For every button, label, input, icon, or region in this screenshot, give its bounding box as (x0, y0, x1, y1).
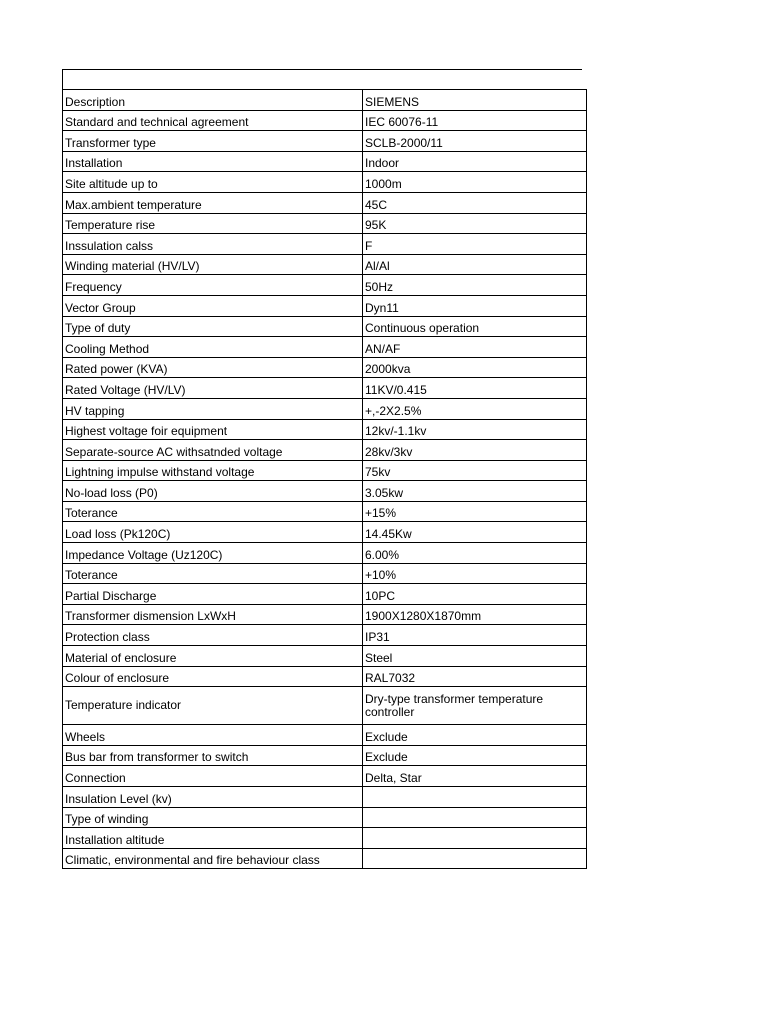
spec-sheet (62, 69, 582, 869)
spec-label-cell: Cooling Method (63, 337, 363, 358)
spec-value-cell: Steel (363, 646, 587, 667)
spec-value-cell: RAL7032 (363, 666, 587, 687)
table-row (63, 337, 587, 358)
spec-label-cell: Temperature indicator (63, 687, 363, 725)
spec-label-cell: Type of duty (63, 316, 363, 337)
table-row (63, 625, 587, 646)
spec-value-cell: 1000m (363, 172, 587, 193)
spec-value-cell: 10PC (363, 584, 587, 605)
spec-value-cell: 6.00% (363, 543, 587, 564)
spec-value-cell: 28kv/3kv (363, 440, 587, 461)
spec-label-cell: Load loss (Pk120C) (63, 522, 363, 543)
spec-label-cell: Rated Voltage (HV/LV) (63, 378, 363, 399)
spec-value-cell: Dyn11 (363, 295, 587, 316)
table-row (63, 90, 587, 111)
table-row (63, 501, 587, 522)
spec-value-cell (363, 828, 587, 849)
table-row (63, 666, 587, 687)
table-row (63, 787, 587, 808)
table-row (63, 131, 587, 152)
table-row (63, 440, 587, 461)
table-row (63, 543, 587, 564)
transformer-spec-table (62, 89, 587, 869)
table-row (63, 828, 587, 849)
table-row (63, 766, 587, 787)
spec-value-cell: 75kv (363, 460, 587, 481)
spec-value-cell: Exclude (363, 725, 587, 746)
spec-label-cell: Transformer dismension LxWxH (63, 604, 363, 625)
spec-label-cell: Partial Discharge (63, 584, 363, 605)
table-row (63, 213, 587, 234)
spec-label-cell: Transformer type (63, 131, 363, 152)
spec-label-cell: Toterance (63, 501, 363, 522)
spec-label-cell: Temperature rise (63, 213, 363, 234)
spec-value-cell: 45C (363, 192, 587, 213)
spec-label-cell: Impedance Voltage (Uz120C) (63, 543, 363, 564)
table-row (63, 378, 587, 399)
spec-value-cell: IEC 60076-11 (363, 110, 587, 131)
table-row (63, 604, 587, 625)
table-row (63, 646, 587, 667)
spec-label-cell: Site altitude up to (63, 172, 363, 193)
spec-label-cell: Highest voltage foir equipment (63, 419, 363, 440)
spec-label-cell: Inssulation calss (63, 234, 363, 255)
table-row (63, 481, 587, 502)
spec-label-cell: Rated power (KVA) (63, 357, 363, 378)
table-row (63, 151, 587, 172)
table-row (63, 687, 587, 725)
spec-label-cell: Max.ambient temperature (63, 192, 363, 213)
table-row (63, 745, 587, 766)
spec-value-cell: 95K (363, 213, 587, 234)
table-row (63, 254, 587, 275)
header-blank-row (62, 69, 582, 89)
table-row (63, 316, 587, 337)
table-row (63, 295, 587, 316)
table-row (63, 419, 587, 440)
spec-value-cell: F (363, 234, 587, 255)
spec-label-cell: Bus bar from transformer to switch (63, 745, 363, 766)
spec-label-cell: Climatic, environmental and fire behaviour class (63, 848, 363, 869)
spec-label-cell: Colour of enclosure (63, 666, 363, 687)
spec-value-cell: SCLB-2000/11 (363, 131, 587, 152)
spec-value-cell: 14.45Kw (363, 522, 587, 543)
spec-value-cell: SIEMENS (363, 90, 587, 111)
spec-value-cell: 50Hz (363, 275, 587, 296)
spec-label-cell: Frequency (63, 275, 363, 296)
spec-value-cell: Continuous operation (363, 316, 587, 337)
spec-label-cell: No-load loss (P0) (63, 481, 363, 502)
spec-value-cell: Exclude (363, 745, 587, 766)
spec-label-cell: Insulation Level (kv) (63, 787, 363, 808)
spec-value-cell: Dry-type transformer temperature controller (363, 687, 587, 725)
table-row (63, 460, 587, 481)
table-row (63, 357, 587, 378)
table-row (63, 172, 587, 193)
spec-value-cell: AN/AF (363, 337, 587, 358)
spec-table-body (63, 90, 587, 869)
spec-label-cell: Winding material (HV/LV) (63, 254, 363, 275)
spec-label-cell: Standard and technical agreement (63, 110, 363, 131)
spec-label-cell: HV tapping (63, 398, 363, 419)
spec-value-cell: 11KV/0.415 (363, 378, 587, 399)
spec-value-cell (363, 807, 587, 828)
spec-label-cell: Lightning impulse withstand voltage (63, 460, 363, 481)
spec-label-cell: Material of enclosure (63, 646, 363, 667)
table-row (63, 110, 587, 131)
spec-label-cell: Installation (63, 151, 363, 172)
spec-value-cell: +,-2X2.5% (363, 398, 587, 419)
spec-label-cell: Toterance (63, 563, 363, 584)
table-row (63, 563, 587, 584)
table-row (63, 275, 587, 296)
spec-label-cell: Description (63, 90, 363, 111)
table-row (63, 192, 587, 213)
spec-label-cell: Type of winding (63, 807, 363, 828)
spec-label-cell: Installation altitude (63, 828, 363, 849)
spec-value-cell: 2000kva (363, 357, 587, 378)
table-row (63, 522, 587, 543)
table-row (63, 807, 587, 828)
spec-label-cell: Wheels (63, 725, 363, 746)
spec-value-cell: +15% (363, 501, 587, 522)
table-row (63, 234, 587, 255)
spec-value-cell: Indoor (363, 151, 587, 172)
spec-value-cell: Al/Al (363, 254, 587, 275)
spec-value-cell (363, 787, 587, 808)
table-row (63, 584, 587, 605)
spec-label-cell: Connection (63, 766, 363, 787)
table-row (63, 398, 587, 419)
spec-value-cell: 12kv/-1.1kv (363, 419, 587, 440)
table-row (63, 725, 587, 746)
spec-value-cell: 3.05kw (363, 481, 587, 502)
spec-label-cell: Vector Group (63, 295, 363, 316)
spec-value-cell: +10% (363, 563, 587, 584)
spec-value-cell: Delta, Star (363, 766, 587, 787)
spec-value-cell: 1900X1280X1870mm (363, 604, 587, 625)
spec-value-cell (363, 848, 587, 869)
table-row (63, 848, 587, 869)
spec-value-cell: IP31 (363, 625, 587, 646)
spec-label-cell: Separate-source AC withsatnded voltage (63, 440, 363, 461)
spec-label-cell: Protection class (63, 625, 363, 646)
